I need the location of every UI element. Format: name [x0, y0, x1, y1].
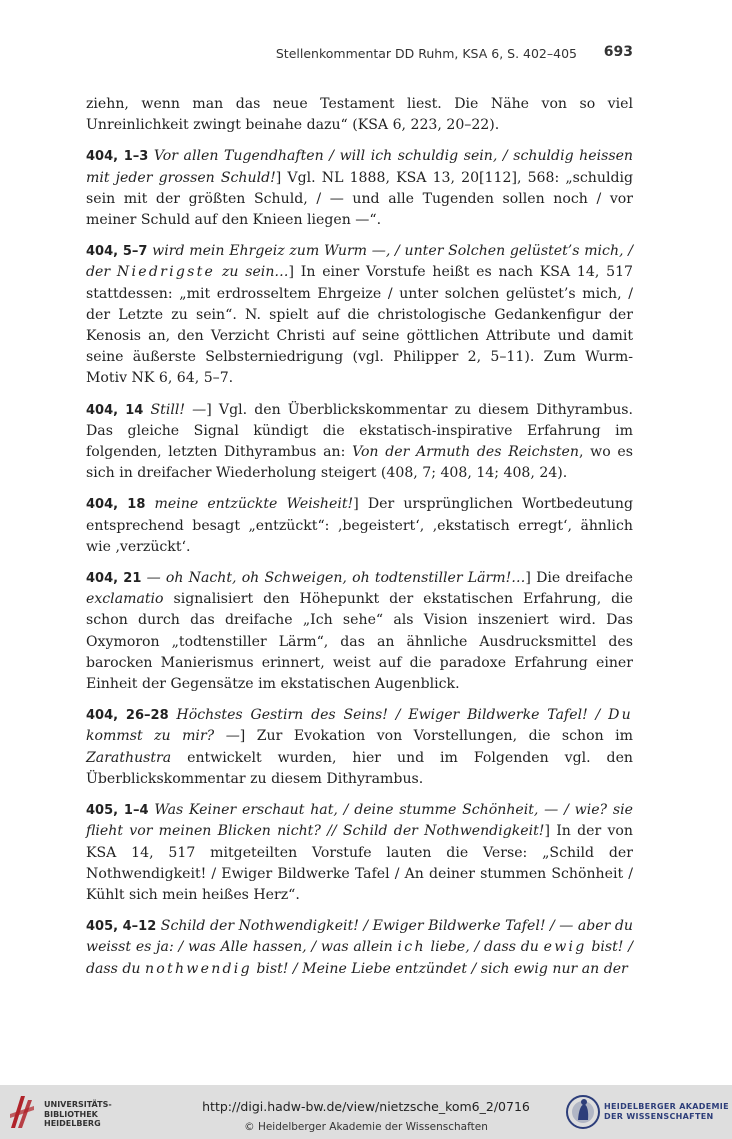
- lemma-text: exclamatio: [86, 591, 164, 608]
- commentary-paragraph: [86, 800, 633, 906]
- lemma-text: meine entzückte Weisheit!: [154, 496, 354, 513]
- lemma-reference: 404, 14: [86, 402, 144, 418]
- commentary-paragraph: [86, 916, 633, 980]
- permalink-url[interactable]: http://digi.hadw-bw.de/view/nietzsche_kom6_2/0716: [202, 1099, 530, 1114]
- commentary-text: signalisiert den Höhepunkt der ekstatischen Erfahrung, die schon durch das dreifache „Ich sehe“ als Vision inszeniert wird. Das Oxymoron „todtenstiller Lärm“, das an ähnliche Ausdrucksmittel des barocken Manierismus erinnert, weist auf die paradoxe Erfahrung einer Einheit der Gegensätze im ekstatischen Augenblick.: [86, 591, 633, 693]
- commentary-text: ] In einer Vorstufe heißt es nach KSA 14, 517 stattdessen: „mit erdrosseltem Ehrgeize / unter solchen gelüstet’s mich, / der Letzte zu sein“. N. spielt auf die christologische Gedankenfigur der Kenosis an, den Verzicht Christi auf seine göttlichen Attribute und damit seine äußerste Selbsterniedrigung (vgl. Philipper 2, 5–11). Zum Wurm-Motiv NK 6, 64, 5–7.: [86, 264, 634, 387]
- commentary-paragraph: [86, 705, 633, 790]
- commentary-text: , wo es sich in dreifacher Wiederholung steigert (408, 7; 408, 14; 408, 24).: [86, 444, 634, 482]
- running-title: Stellenkommentar DD Ruhm, KSA 6, S. 402–405: [275, 46, 577, 61]
- spaced-emphasis: Du: [608, 707, 633, 724]
- lemma-reference: 404, 5–7: [86, 244, 148, 260]
- commentary-text: ] Zur Evokation von Vorstellungen, die schon im: [239, 728, 633, 745]
- commentary-paragraph: [86, 568, 633, 695]
- commentary-paragraph: [86, 494, 633, 558]
- commentary-text: [143, 402, 150, 418]
- lemma-text: kommst zu mir? —: [86, 728, 240, 745]
- lemma-reference: 404, 18: [86, 497, 146, 513]
- commentary-text: ziehn, wenn man das neue Testament liest. Die Nähe von so viel Unreinlichkeit zwingt beinahe dazu“ (KSA 6, 223, 20–22).: [86, 96, 633, 134]
- academy-name: HEIDELBERGER AKADEMIE DER WISSENSCHAFTEN: [604, 1102, 729, 1121]
- spaced-emphasis: ich: [397, 939, 426, 956]
- commentary-text: ] Vgl. NL 1888, KSA 13, 20[112], 568: „schuldig sein mit der größten Schuld, / — und alle Tugenden sollen noch / vor meiner Schuld auf den Knieen liegen —“.: [86, 169, 633, 229]
- lemma-reference: 405, 1–4: [86, 803, 149, 819]
- academy-logo[interactable]: [566, 1092, 729, 1132]
- lemma-text: wird mein Ehrgeiz zum Wurm —, / unter Solchen gelüstet’s mich, / der: [86, 243, 633, 281]
- lemma-text: Von der Armuth des Reichsten: [352, 444, 579, 461]
- academy-seal-icon: [566, 1092, 600, 1132]
- commentary-text: entwickelt wurden, hier und im Folgenden vgl. den Überblickskommentar zu diesem Dithyrambus.: [86, 749, 633, 787]
- spaced-emphasis: nothwendig: [144, 960, 252, 977]
- library-name: UNIVERSITÄTS- BIBLIOTHEK HEIDELBERG: [44, 1100, 112, 1128]
- commentary-paragraph: [86, 400, 633, 485]
- running-header: [86, 44, 633, 64]
- lemma-text: bist! / Meine Liebe entzündet / sich ewig nur an der: [251, 960, 628, 977]
- lemma-text: Still! —: [150, 401, 207, 418]
- commentary-text: ] Vgl. den Überblickskommentar zu diesem Dithyrambus. Das gleiche Signal kündigt die ekstatisch-inspirative Erfahrung im folgenden, letzten Dithyrambus an:: [86, 401, 633, 461]
- spaced-emphasis: Niedrigste: [116, 264, 216, 281]
- lemma-reference: 405, 4–12: [86, 919, 157, 935]
- commentary-text: [145, 496, 154, 512]
- lemma-reference: 404, 21: [86, 571, 142, 587]
- commentary-text: ] In der von KSA 14, 517 mitgeteilten Vorstufe lauten die Verse: „Schild der Nothwendigkeit! / Ewiger Bildwerke Tafel / An deiner stummen Schönheit / Kühlt sich mein heißes Herz“.: [86, 823, 633, 903]
- lemma-text: Höchstes Gestirn des Seins! / Ewiger Bildwerke Tafel! /: [176, 707, 609, 724]
- lemma-text: zu sein…: [215, 264, 289, 281]
- commentary-text: ] Die dreifache: [525, 570, 633, 587]
- page-number: 693: [603, 44, 633, 60]
- lemma-text: Zarathustra: [86, 749, 172, 766]
- commentary-paragraph: [86, 241, 633, 389]
- lemma-text: Vor allen Tugendhaften / will ich schuldig sein, / schuldig heissen mit jeder grossen Schuld!: [86, 148, 633, 186]
- copyright-notice: © Heidelberger Akademie der Wissenschaften: [244, 1121, 488, 1133]
- lemma-text: Schild der Nothwendigkeit! / Ewiger Bildwerke Tafel! / — aber du weisst es ja: / was Alle hassen, / was allein: [86, 918, 633, 956]
- lemma-text: bist! / dass du: [86, 939, 633, 977]
- commentary-body: [86, 94, 633, 990]
- footer-bar: [0, 1085, 732, 1139]
- commentary-text: ] Der ursprünglichen Wortbedeutung entsprechend besagt „entzückt“: ‚begeistert‘, ‚ekstatisch erregt‘, ähnlich wie ‚verzückt‘.: [86, 496, 634, 555]
- lemma-text: liebe, / dass du: [425, 939, 544, 956]
- lemma-text: Was Keiner erschaut hat, / deine stumme Schönheit, — / wie? sie flieht vor meinen Blicken nicht? // Schild der Nothwendigkeit!: [86, 802, 633, 840]
- spaced-emphasis: ewig: [543, 939, 587, 956]
- commentary-paragraph: [86, 146, 633, 231]
- commentary-paragraph: [86, 94, 633, 136]
- lemma-text: — oh Nacht, oh Schweigen, oh todtenstiller Lärm!…: [146, 570, 526, 587]
- lemma-reference: 404, 1–3: [86, 149, 149, 165]
- lemma-reference: 404, 26–28: [86, 708, 169, 724]
